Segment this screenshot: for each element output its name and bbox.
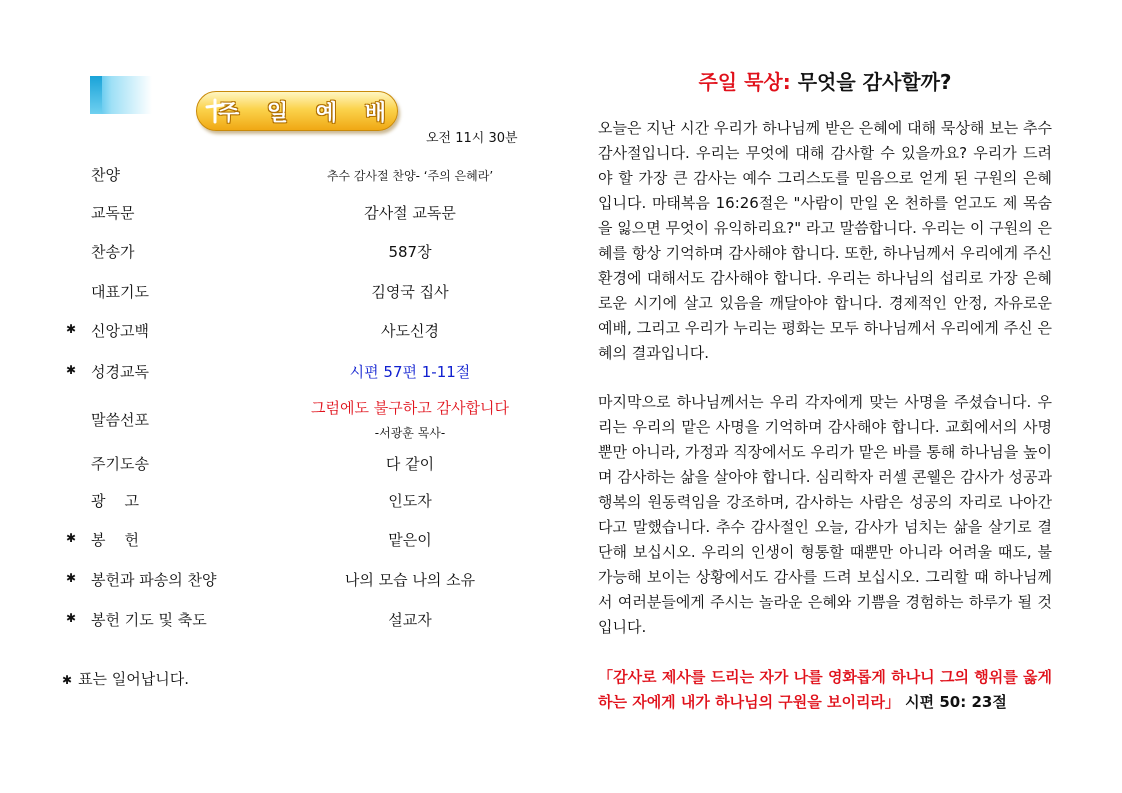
order-item: 신앙고백 bbox=[91, 322, 149, 340]
order-detail: 설교자 bbox=[388, 611, 432, 629]
order-detail: 나의 모습 나의 소유 bbox=[344, 571, 476, 589]
order-item: 성경교독 bbox=[91, 363, 149, 381]
order-row-responsive-reading bbox=[0, 202, 560, 226]
service-time: 오전 11시 30분 bbox=[426, 131, 518, 146]
order-item: 봉헌과 파송의 찬양 bbox=[91, 571, 217, 589]
sermon-speaker: -서광훈 목사- bbox=[374, 426, 446, 440]
standing-bullet-icon: ✱ bbox=[66, 322, 77, 336]
worship-title-banner bbox=[196, 91, 398, 131]
verse-text: 「감사로 제사를 드리는 자가 나를 영화롭게 하나니 그의 행위를 옳게 하는 자에게 내가 하나님의 구원을 보이리라」 bbox=[598, 668, 1052, 711]
sermon-title: 그럼에도 불구하고 감사합니다 bbox=[311, 399, 509, 417]
order-row-scripture bbox=[0, 361, 560, 385]
standing-bullet-icon: ✱ bbox=[62, 673, 73, 687]
order-detail: 인도자 bbox=[388, 492, 432, 510]
order-item: 찬송가 bbox=[91, 243, 135, 261]
order-row-praise bbox=[0, 164, 560, 188]
footnote-text: 표는 일어납니다. bbox=[78, 670, 190, 688]
order-detail: 맡은이 bbox=[388, 531, 432, 549]
order-row-benediction bbox=[0, 609, 560, 633]
order-row-hymn bbox=[0, 241, 560, 265]
order-detail: 감사절 교독문 bbox=[364, 204, 456, 222]
order-detail: 시편 57편 1-11절 bbox=[349, 363, 471, 381]
order-item: 말씀선포 bbox=[91, 411, 149, 429]
order-detail: 다 같이 bbox=[385, 455, 435, 473]
order-item: 봉헌 기도 및 축도 bbox=[91, 611, 207, 629]
meditation-title-prefix: 주일 묵상: bbox=[698, 70, 791, 94]
meditation-paragraph-1: 오늘은 지난 시간 우리가 하나님께 받은 은혜에 대해 묵상해 보는 추수 감사절입니다. 우리는 무엇에 대해 감사할 수 있을까요? 우리가 드려야 할 가장 큰 감사는 예수 그리스도를 믿음으로 얻게 된 구원의 은혜입니다. 마태복음 16:26절은 "사람이 만일 온 천하를 얻고도 제 목숨을 잃으면 무엇이 유익하리요?" 라고 말씀합니다. 우리는 이 구원의 은혜를 항상 기억하며 감사해야 합니다. 또한, 하나님께서 우리에게 주신 환경에 대해서도 감사해야 합니다. 우리는 하나님의 섭리로 가장 은혜로운 시기에 살고 있음을 깨달아야 합니다. 경제적인 안정, 자유로운 예배, 그리고 우리가 누리는 평화는 모두 하나님께서 우리에게 주신 은혜의 결과입니다. bbox=[598, 119, 1052, 362]
order-item: 대표기도 bbox=[91, 283, 149, 301]
order-row-prayer bbox=[0, 281, 560, 305]
order-item: 광 고 bbox=[91, 492, 140, 510]
order-item: 봉 헌 bbox=[91, 531, 140, 549]
order-row-lords-prayer bbox=[0, 453, 560, 477]
standing-bullet-icon: ✱ bbox=[66, 571, 77, 585]
order-item: 교독문 bbox=[91, 204, 135, 222]
order-item: 찬양 bbox=[91, 166, 120, 184]
meditation-title bbox=[600, 66, 1050, 95]
order-detail: 587장 bbox=[388, 243, 432, 261]
order-detail: 김영국 집사 bbox=[371, 283, 449, 301]
verse-reference: 시편 50: 23절 bbox=[899, 693, 1007, 711]
standing-bullet-icon: ✱ bbox=[66, 611, 77, 625]
order-row-offering bbox=[0, 529, 560, 553]
meditation-paragraph-2: 마지막으로 하나님께서는 우리 각자에게 맞는 사명을 주셨습니다. 우리는 우리의 맡은 사명을 기억하며 감사해야 합니다. 교회에서의 사명뿐만 아니라, 가정과 직장에서도 우리가 맡은 바를 통해 하나님을 높이며 감사하는 삶을 살아야 합니다. 심리학자 러셀 콘웰은 감사가 성공과 행복의 원동력임을 강조하며, 감사하는 사람은 성공의 자리로 나아간다고 말했습니다. 추수 감사절인 오늘, 감사가 넘치는 삶을 살기로 결단해 보십시오. 우리의 인생이 형통할 때뿐만 아니라 어려울 때도, 불가능해 보이는 상황에서도 감사를 드려 보십시오. 그리할 때 하나님께서 여러분들에게 주시는 놀라운 은혜와 기쁨을 경험하는 하루가 될 것입니다. bbox=[598, 393, 1052, 636]
scripture-verse bbox=[598, 665, 1052, 715]
standing-footnote bbox=[62, 668, 189, 689]
cross-icon bbox=[203, 98, 225, 124]
order-row-creed bbox=[0, 320, 560, 344]
standing-bullet-icon: ✱ bbox=[66, 531, 77, 545]
order-item: 주기도송 bbox=[91, 455, 149, 473]
order-detail: 사도신경 bbox=[381, 322, 439, 340]
standing-bullet-icon: ✱ bbox=[66, 363, 77, 377]
order-row-sermon-title bbox=[0, 397, 560, 421]
order-detail: 추수 감사절 찬양- ‘주의 은혜라’ bbox=[326, 169, 494, 183]
order-row-announcements bbox=[0, 490, 560, 514]
order-row-sending-hymn bbox=[0, 569, 560, 593]
meditation-title-main: 무엇을 감사할까? bbox=[790, 70, 952, 94]
worship-title: 주 일 예 배 bbox=[218, 100, 396, 126]
corner-decoration bbox=[90, 76, 152, 114]
